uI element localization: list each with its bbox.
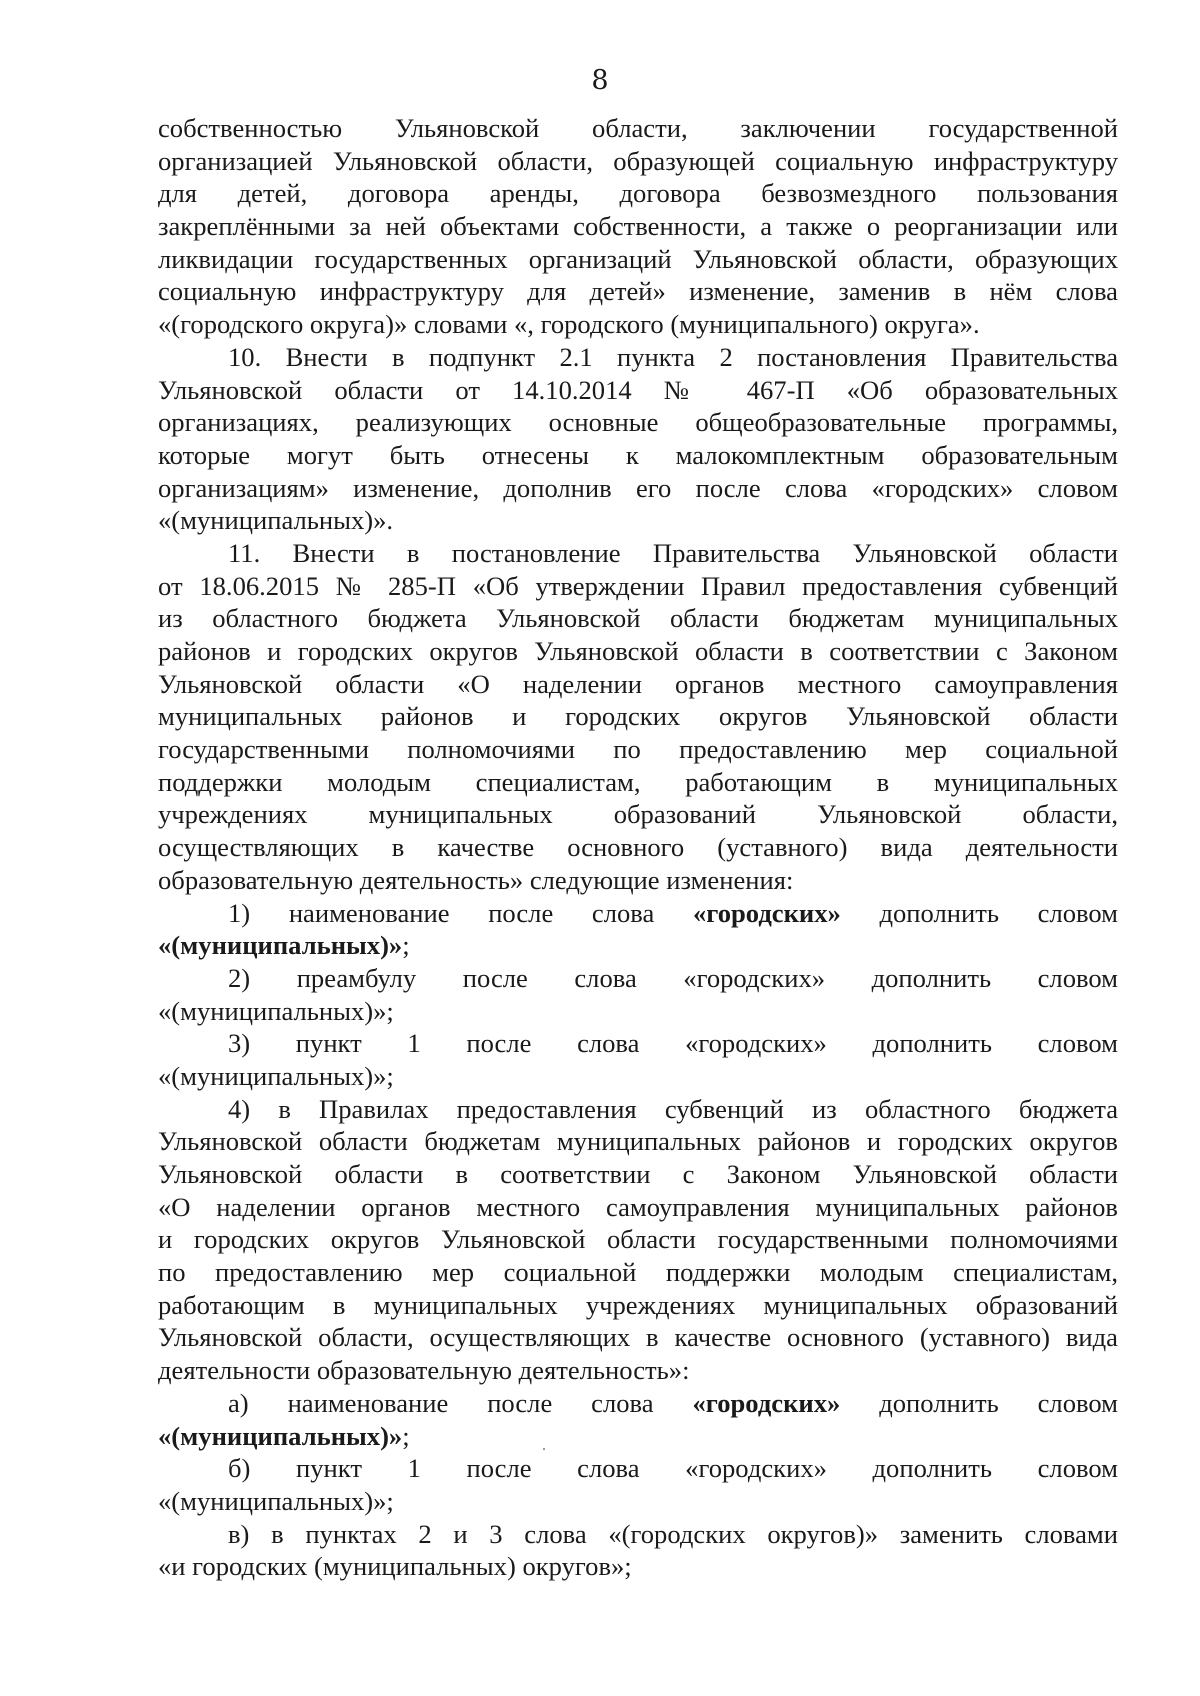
text-line: «О наделении органов местного самоуправления муниципальных районов xyxy=(158,1191,1118,1222)
text-line: Ульяновской области «О наделении органов местного самоуправления xyxy=(158,668,1118,699)
text-line xyxy=(158,929,1118,962)
text-line: «(муниципальных)»; xyxy=(158,1485,394,1516)
text-line: 11. Внести в постановление Правительства Ульяновской области xyxy=(228,537,1118,568)
text-segment: дополнить словом xyxy=(840,1387,1118,1418)
text-line xyxy=(158,1387,1118,1420)
text-line: «и городских (муниципальных) округов»; xyxy=(158,1551,632,1582)
page-number: 8 xyxy=(591,65,609,96)
text-segment: ; xyxy=(402,930,410,961)
text-line: учреждениях муниципальных образований Ульяновской области, xyxy=(158,799,1118,830)
text-line: государственными полномочиями по предоставлению мер социальной xyxy=(158,734,1118,765)
text-line: деятельности образовательную деятельность»: xyxy=(158,1355,690,1386)
text-line: и городских округов Ульяновской области государственными полномочиями xyxy=(158,1224,1118,1255)
text-line: образовательную деятельность» следующие изменения: xyxy=(158,864,794,895)
text-line: Ульяновской области бюджетам муниципальных районов и городских округов xyxy=(158,1126,1118,1157)
text-line: 3) пункт 1 после слова «городских» дополнить словом xyxy=(228,1028,1118,1059)
text-segment: дополнить словом xyxy=(840,897,1118,928)
text-line: районов и городских округов Ульяновской области в соответствии с Законом xyxy=(158,636,1118,666)
text-line: из областного бюджета Ульяновской области бюджетам муниципальных xyxy=(158,603,1118,634)
bold-text-segment: «(муниципальных)» xyxy=(158,1420,403,1451)
document-body xyxy=(158,112,1118,1583)
text-line: для детей, договора аренды, договора безвозмездного пользования xyxy=(158,178,1118,209)
text-line: осуществляющих в качестве основного (уставного) вида деятельности xyxy=(158,832,1118,863)
text-line: «(городского округа)» словами «, городского (муниципального) округа». xyxy=(158,309,980,340)
text-segment: а) наименование после слова xyxy=(228,1387,693,1418)
text-segment: ; xyxy=(402,1420,410,1451)
text-line: которые могут быть отнесены к малокомплектным образовательным xyxy=(158,439,1118,470)
text-line xyxy=(158,1420,1118,1453)
text-line: социальную инфраструктуру для детей» изменение, заменив в нём слова xyxy=(158,276,1118,307)
text-line: Ульяновской области от 14.10.2014 № 467-П «Об образовательных xyxy=(158,374,1118,405)
bold-text-segment: «городских» xyxy=(692,897,841,928)
text-line: поддержки молодым специалистам, работающим в муниципальных xyxy=(158,766,1118,797)
text-line: организацией Ульяновской области, образующей социальную инфраструктуру xyxy=(158,145,1118,176)
text-line: «(муниципальных)»; xyxy=(158,995,394,1026)
text-line: от 18.06.2015 № 285-П «Об утверждении Правил предоставления субвенций xyxy=(158,570,1118,601)
text-segment: 1) наименование после слова xyxy=(228,897,693,928)
text-line: 10. Внести в подпункт 2.1 пункта 2 постановления Правительства xyxy=(228,341,1118,372)
text-line: собственностью Ульяновской области, заключении государственной xyxy=(158,113,1118,143)
scan-speck xyxy=(543,1448,545,1450)
text-line: муниципальных районов и городских округов Ульяновской области xyxy=(158,701,1118,732)
text-line: в) в пунктах 2 и 3 слова «(городских округов)» заменить словами xyxy=(228,1518,1118,1549)
text-line: работающим в муниципальных учреждениях муниципальных образований xyxy=(158,1289,1118,1320)
text-line: по предоставлению мер социальной поддержки молодым специалистам, xyxy=(158,1257,1118,1288)
text-line: Ульяновской области в соответствии с Законом Ульяновской области xyxy=(158,1159,1118,1189)
text-line xyxy=(158,897,1118,930)
text-line: «(муниципальных)». xyxy=(158,505,394,536)
text-line: организациям» изменение, дополнив его после слова «городских» словом xyxy=(158,472,1118,503)
text-line: ликвидации государственных организаций Ульяновской области, образующих xyxy=(158,243,1118,274)
text-line: организациях, реализующих основные общеобразовательные программы, xyxy=(158,407,1118,438)
text-line: 4) в Правилах предоставления субвенций из областного бюджета xyxy=(228,1093,1118,1124)
bold-text-segment: «городских» xyxy=(692,1387,841,1418)
text-line: «(муниципальных)»; xyxy=(158,1060,394,1091)
text-line: б) пункт 1 после слова «городских» дополнить словом xyxy=(228,1453,1118,1484)
text-line: закреплёнными за ней объектами собственности, а также о реорганизации или xyxy=(158,211,1118,242)
bold-text-segment: «(муниципальных)» xyxy=(158,930,403,961)
text-line: 2) преамбулу после слова «городских» дополнить словом xyxy=(228,962,1118,993)
text-line: Ульяновской области, осуществляющих в качестве основного (уставного) вида xyxy=(158,1322,1118,1353)
